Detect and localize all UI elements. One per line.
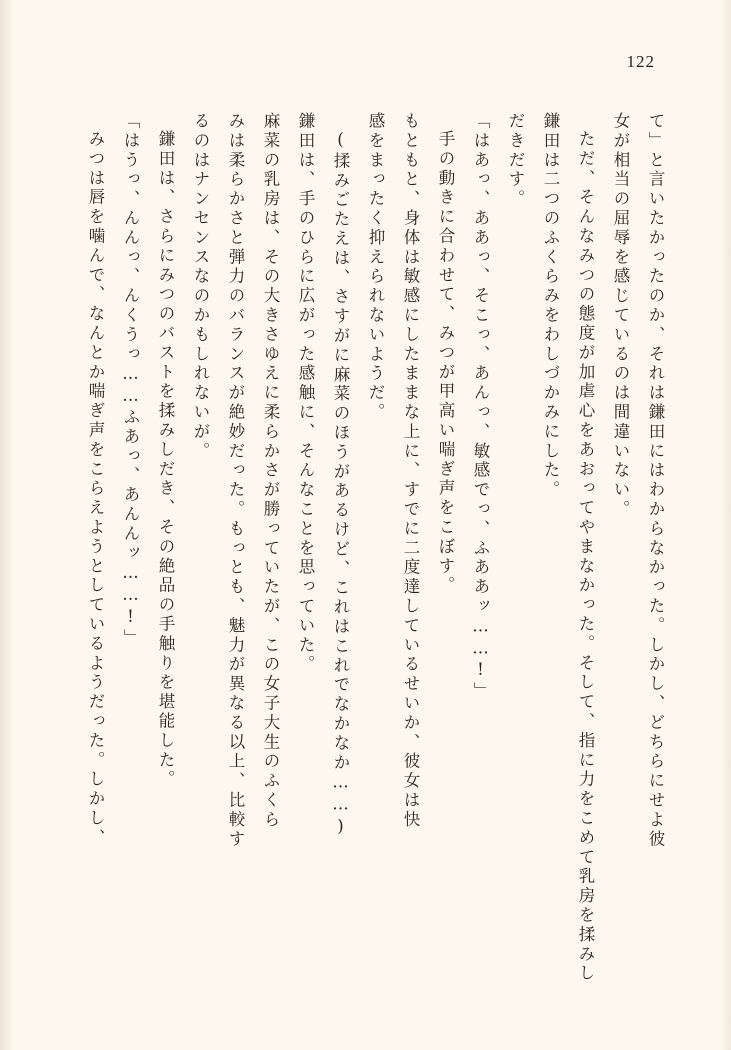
text-line: もともと、身体は敏感にしたままな上に、すでに二度達しているせいか、彼女は快	[401, 112, 420, 830]
text-line: 手の動きに合わせて、みつが甲高い喘ぎ声をこぼす。	[436, 130, 455, 596]
text-line: 鎌田は二つのふくらみをわしづかみにした。	[541, 112, 560, 500]
text-line: 「はあっ、ああっ、そこっ、あんっ、敏感でっ、ふああッ……!」	[471, 112, 490, 702]
page-number: 122	[626, 52, 655, 71]
text-line: ただ、そんなみつの態度が加虐心をあおってやまなかった。そして、指に力をこめて乳房を揉みし	[576, 130, 595, 984]
text-line: だきだす。	[506, 112, 525, 209]
text-line: るのはナンセンスなのかもしれないが。	[191, 112, 210, 462]
text-line: 感をまったく抑えられないようだ。	[366, 112, 385, 423]
text-line: 麻菜の乳房は、その大きさゆえに柔らかさが勝っていたが、この女子大生のふくら	[261, 112, 280, 830]
text-line: 鎌田は、さらにみつのバストを揉みしだき、その絶品の手触りを堪能した。	[156, 130, 175, 790]
text-line: 「はうっ、んんっ、んくうっ……ふあっ、あんんッ……!」	[121, 112, 140, 649]
text-line: 女が相当の屈辱を感じているのは間違いない。	[611, 112, 630, 520]
text-line: みつは唇を噛んで、なんとか喘ぎ声をこらえようとしているようだった。しかし、	[86, 130, 105, 848]
text-line: 鎌田は、手のひらに広がった感触に、そんなことを思っていた。	[296, 112, 315, 675]
text-line: (揉みごたえは、さすがに麻菜のほうがあるけど、これはこれでなかなか……)	[331, 130, 350, 839]
text-line: て」と言いたかったのか、それは鎌田にはわからなかった。しかし、どちらにせよ彼	[646, 112, 665, 850]
body-text-block	[88, 112, 663, 982]
text-line: みは柔らかさと弾力のバランスが絶妙だった。もっとも、魅力が異なる以上、比較す	[226, 112, 245, 850]
